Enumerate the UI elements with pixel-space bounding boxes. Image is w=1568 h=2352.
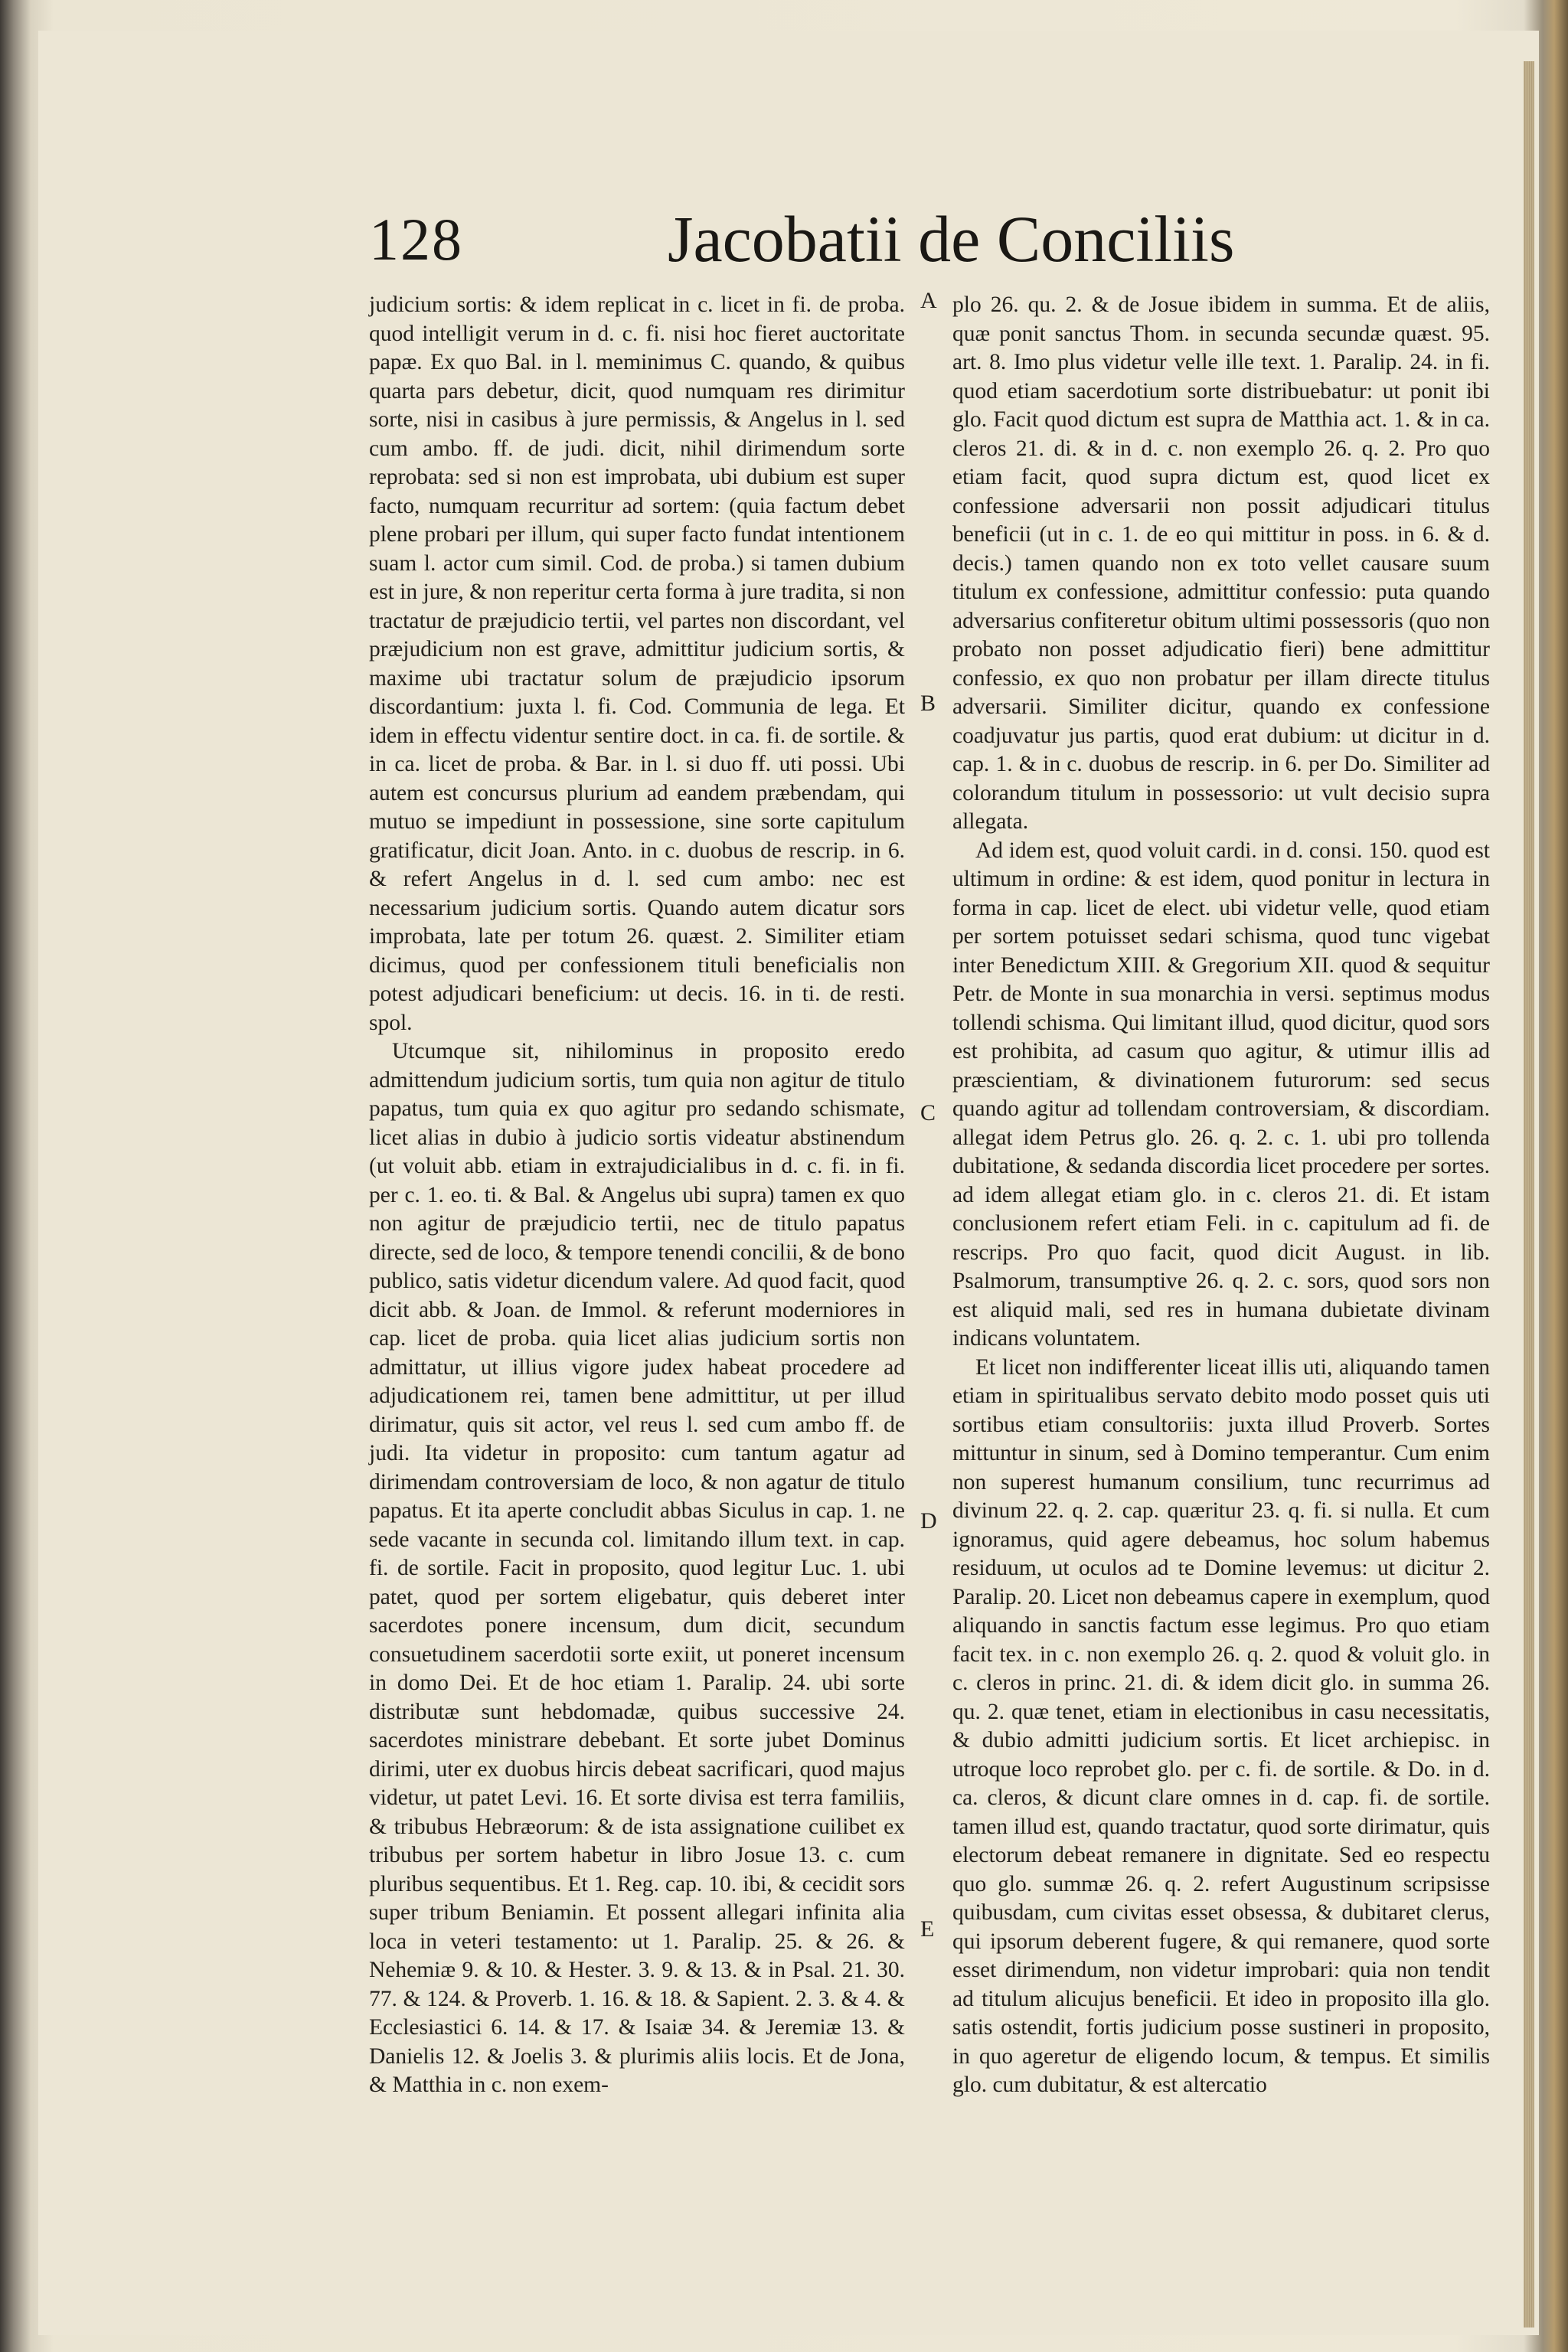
page-number: 128 — [369, 206, 463, 273]
right-paragraph-1: plo 26. qu. 2. & de Josue ibidem in summa. Et de aliis, quæ ponit sanctus Thom. in secunda secundæ quæst. 95. art. 8. Imo plus videtur velle ille text. 1. Paralip. 24. in fi. quod etiam sacerdotium sorte distribuebatur: ut ponit ibi glo. Facit quod dictum est supra de Matthia act. 1. & in ca. cleros 21. di. & in d. c. non exemplo 26. q. 2. Pro quo etiam facit, quod supra dictum est, quod licet ex confessione adversarii non possit adjudicari titulus beneficii (ut in c. 1. de eo qui mittitur in poss. in 6. & d. decis.) tamen quando non ex toto vellet causare suum titulum ex confessione, admittitur confessio: puta quando adversarius confiteretur obitum ultimi possessoris (quo non probato non posset adjudicatio fieri) bene admittitur confessio, ex quo non probatur per illam directe titulus adversarii. Similiter dicitur, quando ex confessione coadjuvatur jus partis, quod erat dubium: ut dicitur in d. cap. 1. & in c. duobus de rescrip. in 6. per Do. Similiter ad colorandum titulum in possessorio: ut vult decisio supra allegata. — [952, 292, 1490, 834]
running-title: Jacobatii de Conciliis — [668, 202, 1235, 276]
page-edges — [1524, 61, 1534, 2328]
margin-letter-b: B — [920, 691, 936, 716]
right-paragraph-3: Et licet non indifferenter liceat illis uti, aliquando tamen etiam in spiritualibus servato debito modo posset quis uti sortibus etiam consultoriis: juxta illud Proverb. Sortes mittuntur in sinum, sed à Domino temperantur. Cum enim non superest humanum consilium, tunc recurrimus ad divinum 22. q. 2. cap. quæritur 23. q. fi. si nulla. Et cum ignoramus, quid agere debeamus, hoc solum habemus residuum, ut oculos ad te Domine levemus: ut dicitur 2. Paralip. 20. Licet non debeamus capere in exemplum, quod aliquando in sanctis factum esse legimus. Pro quo etiam facit tex. in c. non exemplo 26. q. 2. quod & voluit glo. in c. cleros in princ. 21. di. & idem dicit glo. in summa 26. qu. 2. quæ tenet, etiam in electionibus in casu necessitatis, & dubio admitti judicium sortis. Et licet archiepisc. in utroque loco reprobet glo. per c. fi. de sortile. & Do. in d. ca. cleros, & dicunt clare omnes in d. cap. fi. de sortile. tamen illud est, quando tractatur, quod sorte dirimatur, quis electorum debeat remanere in dignitate. Sed eo respectu quo glo. summæ 26. q. 2. refert Augustinum scripsisse quibusdam, cum civitas esset obsessa, & dubitaret clerus, qui ipsorum deberent fugere, & qui remanere, quod sorte esset dirimendum, non videtur improbari: quia non tendit ad titulum alicujus beneficii. Et ideo in proposito illa glo. satis ostendit, fortis judicium posse sustineri in proposito, in quo ageretur de eligendo locum, & tempus. Et similis glo. cum dubitatur, & est altercatio — [952, 1354, 1490, 2097]
left-paragraph-2: Utcumque sit, nihilominus in proposito eredo admittendum judicium sortis, tum quia non agitur de titulo papatus, tum quia ex quo agitur pro sedando schismate, licet alias in dubio à judicio sortis videatur abstinendum (ut voluit abb. etiam in extrajudicialibus in d. c. fi. in fi. per c. 1. eo. ti. & Bal. & Angelus ubi supra) tamen ex quo non agitur de præjudicio tertii, nec de titulo papatus directe, sed de loco, & tempore tenendi concilii, & de bono publico, satis videtur dicendum valere. Ad quod facit, quod dicit abb. & Joan. de Immol. & referunt moderniores in cap. licet de proba. quia licet alias judicium sortis non admittatur, ut illius vigore judex habeat procedere ad adjudicationem rei, tamen bene admittitur, ut per illud dirimatur, quis sit actor, vel reus l. sed cum ambo ff. de judi. Ita videtur in proposito: cum tantum agatur ad dirimendam controversiam de loco, & non agatur de titulo papatus. Et ita aperte concludit abbas Siculus in cap. 1. ne sede vacante in secunda col. limitando illum text. in cap. fi. de sortile. Facit in proposito, quod legitur Luc. 1. ubi patet, quod per sortem eligebatur, quis deberet inter sacerdotes ponere incensum, dum dicit, secundum consuetudinem sacerdotii sorte exiit, ut poneret incensum in domo Dei. Et de hoc etiam 1. Paralip. 24. ubi sorte distributæ sunt hebdomadæ, quibus successive 24. sacerdotes ministrare debebant. Et sorte jubet Dominus dirimi, uter ex duobus hircis debeat sacrificari, quod majus videtur, ut patet Levi. 16. Et sorte divisa est terra familiis, & tribubus Hebræorum: & de ista assignatione cuilibet ex tribubus per sortem habetur in libro Josue 13. c. cum pluribus sequentibus. Et 1. Reg. cap. 10. ibi, & cecidit sors super tribum Beniamin. Et possent allegari infinita alia loca in veteri testamento: ut 1. Paralip. 25. & 26. & Nehemiæ 9. & 10. & Hester. 3. 9. & 13. & in Psal. 21. 30. 77. & 124. & Proverb. 1. 16. & 18. & Sapient. 2. 3. & 4. & Ecclesiastici 6. 14. & 17. & Isaiæ 34. & Jeremiæ 13. & Danielis 12. & Joelis 3. & plurimis aliis locis. Et de Jona, & Matthia in c. non exem- — [369, 1039, 905, 2097]
right-column — [952, 291, 1490, 2100]
margin-letter-a: A — [920, 288, 937, 313]
left-column — [369, 291, 905, 2100]
margin-letter-c: C — [920, 1100, 936, 1125]
left-paragraph-1: judicium sortis: & idem replicat in c. licet in fi. de proba. quod intelligit verum in d. c. fi. nisi hoc fieret auctoritate papæ. Ex quo Bal. in l. meminimus C. quando, & quibus quarta pars debetur, dicit, quod numquam res dirimitur sorte, nisi in casibus à jure permissis, & Angelus in l. sed cum ambo. ff. de judi. dicit, nihil dirimendum sorte reprobata: sed si non est improbata, ubi dubium est super facto, numquam recurritur ad sortem: (quia factum debet plene probari per illum, qui super facto fundat intentionem suam l. actor cum simil. Cod. de proba.) si tamen dubium est in jure, & non reperitur certa forma à jure tradita, si non tractatur de præjudicio tertii, vel partes non discordant, vel præjudicium non est grave, admittitur judicium sortis, & maxime ubi tractatur solum de præjudicio ipsorum discordantium: juxta l. fi. Cod. Communia de lega. Et idem in effectu videntur sentire doct. in ca. fi. de sortile. & in ca. licet de proba. & Bar. in l. si duo ff. uti possi. Ubi autem est concursus plurium ad eandem præbendam, qui mutuo se impediunt in possessione, sine sorte capitulum gratificatur, dicit Joan. Anto. in c. duobus de rescrip. in 6. & refert Angelus in d. l. sed cum ambo: nec est necessarium judicium sortis. Quando autem dicatur sors improbata, late per totum 26. quæst. 2. Similiter etiam dicimus, quod per confessionem tituli beneficialis non potest adjudicari beneficium: ut decis. 16. in ti. de resti. spol. — [369, 292, 905, 1035]
right-paragraph-2: Ad idem est, quod voluit cardi. in d. consi. 150. quod est ultimum in ordine: & est idem, quod ponitur in lectura in forma in cap. licet de elect. ubi videtur velle, quod etiam per sortem potuisset sedari schisma, quod tunc vigebat inter Benedictum XIII. & Gregorium XII. quod & sequitur Petr. de Monte in sua monarchia in versi. septimus modus tollendi schisma. Qui limitant illud, quod dicitur, quod sors est prohibita, ad casum quo agitur, & utimur illis ad præscientiam, & divinationem futurorum: sed secus quando agitur ad tollendam controversiam, & discordiam. allegat idem Petrus glo. 26. q. 2. c. 1. ubi pro tollenda dubitatione, & sedanda discordia licet procedere per sortes. ad idem allegat etiam glo. in c. cleros 21. di. Et istam conclusionem refert etiam Feli. in c. capitulum ad fi. de rescrips. Pro quo facit, quod dicit August. in lib. Psalmorum, transumptive 26. q. 2. c. sors, quod sors non est aliquid mali, sed res in humana dubietate divinam indicans voluntatem. — [952, 838, 1490, 1351]
margin-letter-d: D — [920, 1508, 937, 1534]
margin-letter-e: E — [920, 1916, 935, 1942]
